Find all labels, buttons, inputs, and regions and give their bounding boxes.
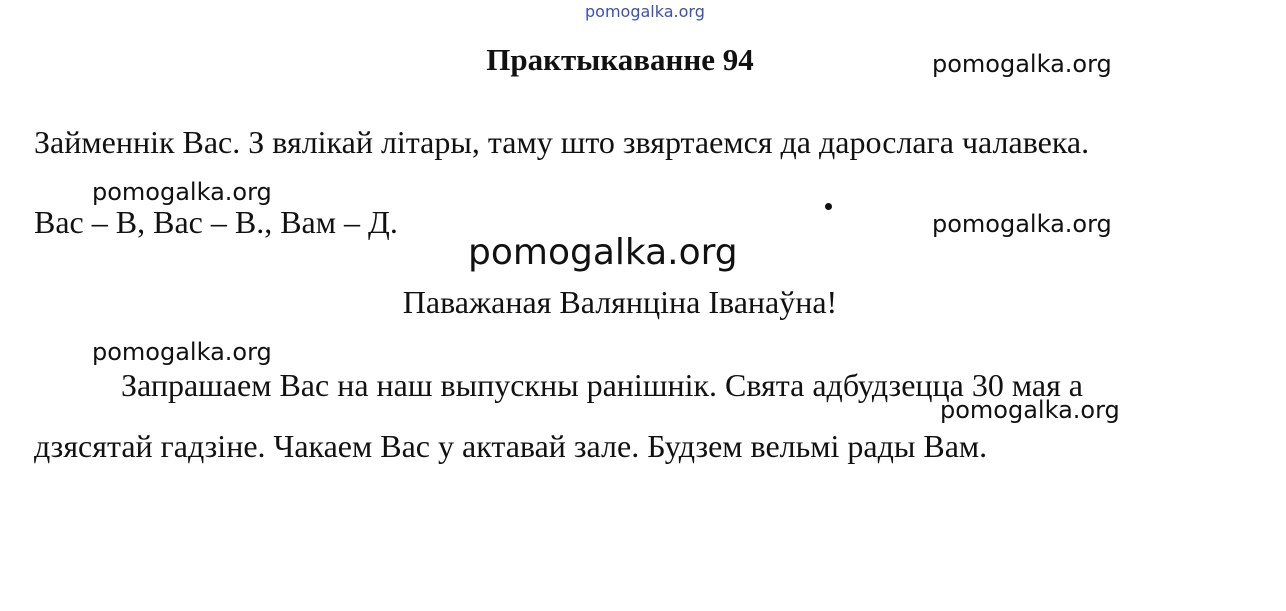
letter-paragraph-line-2: дзясятай гадзіне. Чакаем Вас у актавай зале. Будзем вельмі рады Вам. <box>34 428 988 464</box>
watermark-top: pomogalka.org <box>585 2 705 21</box>
watermark-right-3: pomogalka.org <box>940 396 1120 424</box>
watermark-left-2: pomogalka.org <box>92 338 272 366</box>
watermark-right-2: pomogalka.org <box>932 210 1112 238</box>
watermark-left-1: pomogalka.org <box>92 178 272 206</box>
watermark-right-1: pomogalka.org <box>932 50 1112 78</box>
watermark-center-big: pomogalka.org <box>468 232 738 273</box>
letter-greeting: Паважаная Валянціна Іванаўна! <box>402 284 838 320</box>
answer-line-1: Займеннік Вас. З вялікай літары, таму што звяртаемся да дарослага чалавека. <box>34 124 1090 160</box>
exercise-title: Практыкаванне 94 <box>486 42 754 77</box>
answer-line-2: Вас – В, Вас – В., Вам – Д. <box>34 204 398 240</box>
letter-paragraph-line-1: Запрашаем Вас на наш выпускны ранішнік. Свята адбудзецца 30 мая а <box>121 367 1083 403</box>
stray-dot <box>825 203 832 210</box>
